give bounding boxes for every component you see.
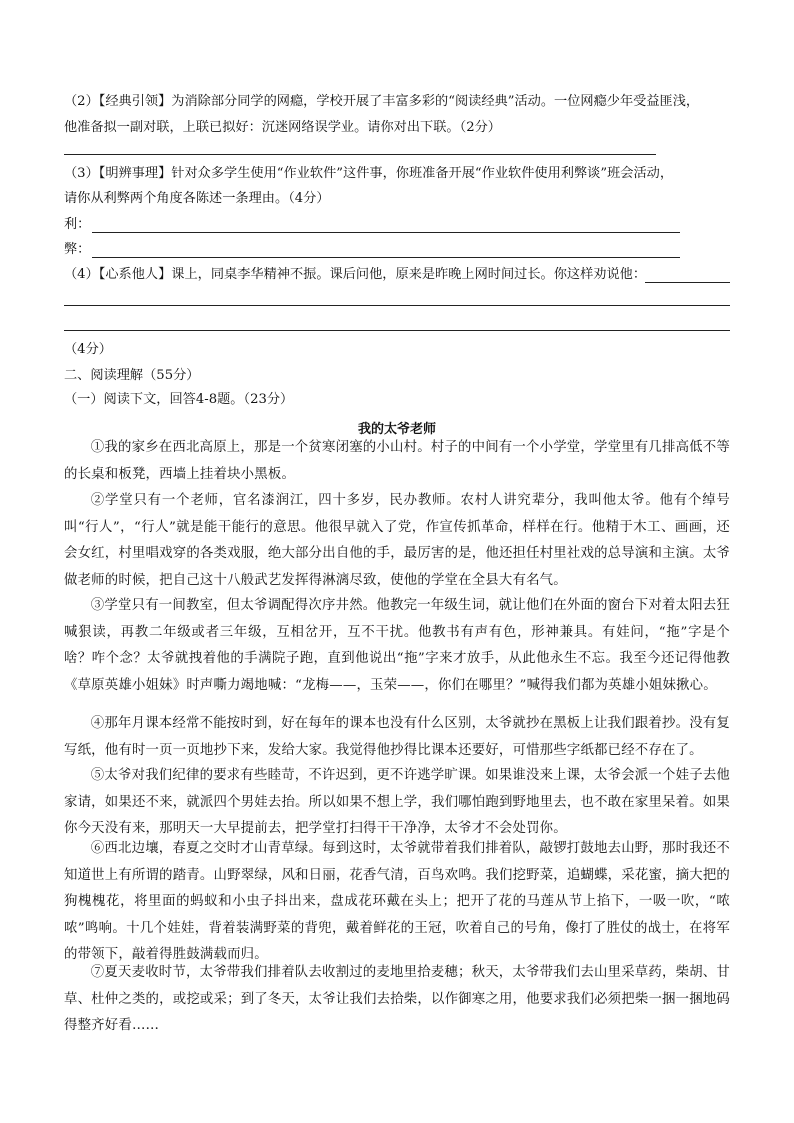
section-subheading: （一）阅读下文，回答4-8题。（23分）	[64, 392, 294, 407]
q3-pro-label: 利：	[64, 217, 91, 232]
q3-line-1: （3）【明辨事理】针对众多学生使用“作业软件”这件事，你班准备开展“作业软件使用利弊谈”班会活动，	[64, 166, 674, 181]
q4-answer-line-2[interactable]	[64, 305, 730, 306]
article-paragraph-7: ⑦夏天麦收时节，太爷带我们排着队去收割过的麦地里拾麦穗；秋天，太爷带我们去山里采草药，柴胡、甘草、杜仲之类的，或挖或采；到了冬天，太爷让我们去拾柴，以作御寒之用，他要求我们必须把柴一捆一捆地码得整齐好看……	[64, 965, 730, 1033]
q2-line-2: 他准备拟一副对联，上联已拟好：沉迷网络误学业。请你对出下联。（2分）	[64, 120, 501, 135]
article-paragraph-4: ④那年月课本经常不能按时到，好在每年的课本也没有什么区别，太爷就抄在黑板上让我们跟着抄。没有复写纸，他有时一页一页地抄下来，发给大家。我觉得他抄得比课本还要好，可惜那些字纸都已经不存在了。	[64, 716, 730, 758]
article-paragraph-5: ⑤太爷对我们纪律的要求有些睦苛，不许迟到，更不许逃学旷课。如果谁没来上课，太爷会派一个娃子去他家请，如果还不来，就派四个男娃去抬。所以如果不想上学，我们哪怕跑到野地里去，也不敢在家里呆着。如果你今天没有来，那明天一大早提前去，把学堂打扫得干干净净，太爷才不会处罚你。	[64, 768, 730, 836]
q4-line-1: （4）【心系他人】课上，同桌李华精神不振。课后问他，原来是昨晚上网时间过长。你这样劝说他：	[64, 267, 647, 282]
q3-con-label: 弊：	[64, 242, 91, 257]
q3-line-2: 请你从利弊两个角度各陈述一条理由。（4分）	[64, 191, 330, 206]
q4-score: （4分）	[64, 342, 112, 357]
article-title: 我的太爷老师	[357, 422, 436, 437]
q4-answer-line-3[interactable]	[64, 330, 730, 331]
article-paragraph-6: ⑥西北边壤，春夏之交时才山青草绿。每到这时，太爷就带着我们排着队，敲锣打鼓地去山野，那时我还不知道世上有所谓的踏青。山野翠绿，风和日丽，花香气清，百鸟欢鸣。我们挖野菜，追蝴蝶，采花蜜，摘大把的狗槐槐花，将里面的蚂蚁和小虫子抖出来，盘成花环戴在头上；把开了花的马莲从节上掐下，一吸一吹，“哝哝”鸣响。十几个娃娃，背着装满野菜的背兜，戴着鲜花的王冠，吹着自己的号角，像打了胜仗的战士，在将军的带领下，敲着得胜鼓满载而归。	[64, 841, 730, 962]
q3-con-answer-line[interactable]	[92, 257, 680, 258]
article-paragraph-1: ①我的家乡在西北高原上，那是一个贫寒闭塞的小山村。村子的中间有一个小学堂，学堂里有几排高低不等的长桌和板凳，西墙上挂着块小黑板。	[64, 440, 730, 482]
q2-answer-line[interactable]	[64, 154, 656, 155]
q4-answer-line-1[interactable]	[645, 282, 730, 283]
article-paragraph-2: ②学堂只有一个老师，官名漆润江，四十多岁，民办教师。农村人讲究辈分，我叫他太爷。他有个绰号叫“行人”，“行人”就是能干能行的意思。他很早就入了党，作宣传抓革命，样样在行。他精于木工、画画，还会女红，村里唱戏穿的各类戏服，绝大部分出自他的手，最厉害的是，他还担任村里社戏的总导演和主演。太爷做老师的时候，把自己这十八般武艺发挥得淋漓尽致，使他的学堂在全县大有名气。	[64, 493, 730, 588]
q2-line-1: （2）【经典引领】为消除部分同学的网瘾，学校开展了丰富多彩的“阅读经典”活动。一位网瘾少年受益匪浅，	[64, 94, 700, 109]
article-paragraph-3: ③学堂只有一间教室，但太爷调配得次序井然。他教完一年级生词，就让他们在外面的窗台下对着太阳去狂喊狠读，再教二年级或者三年级，互相岔开，互不干扰。他教书有声有色，形神兼具。有娃问，“拖”字是个啥？咋个念？太爷就拽着他的手满院子跑，直到他说出“拖”字来才放手，从此他永生不忘。我至今还记得他教《草原英雄小姐妹》时声嘶力竭地喊：“龙梅——，玉荣——，你们在哪里？”喊得我们都为英雄小姐妹揪心。	[64, 598, 730, 693]
section-heading: 二、阅读理解（55分）	[64, 368, 200, 383]
q3-pro-answer-line[interactable]	[92, 232, 680, 233]
